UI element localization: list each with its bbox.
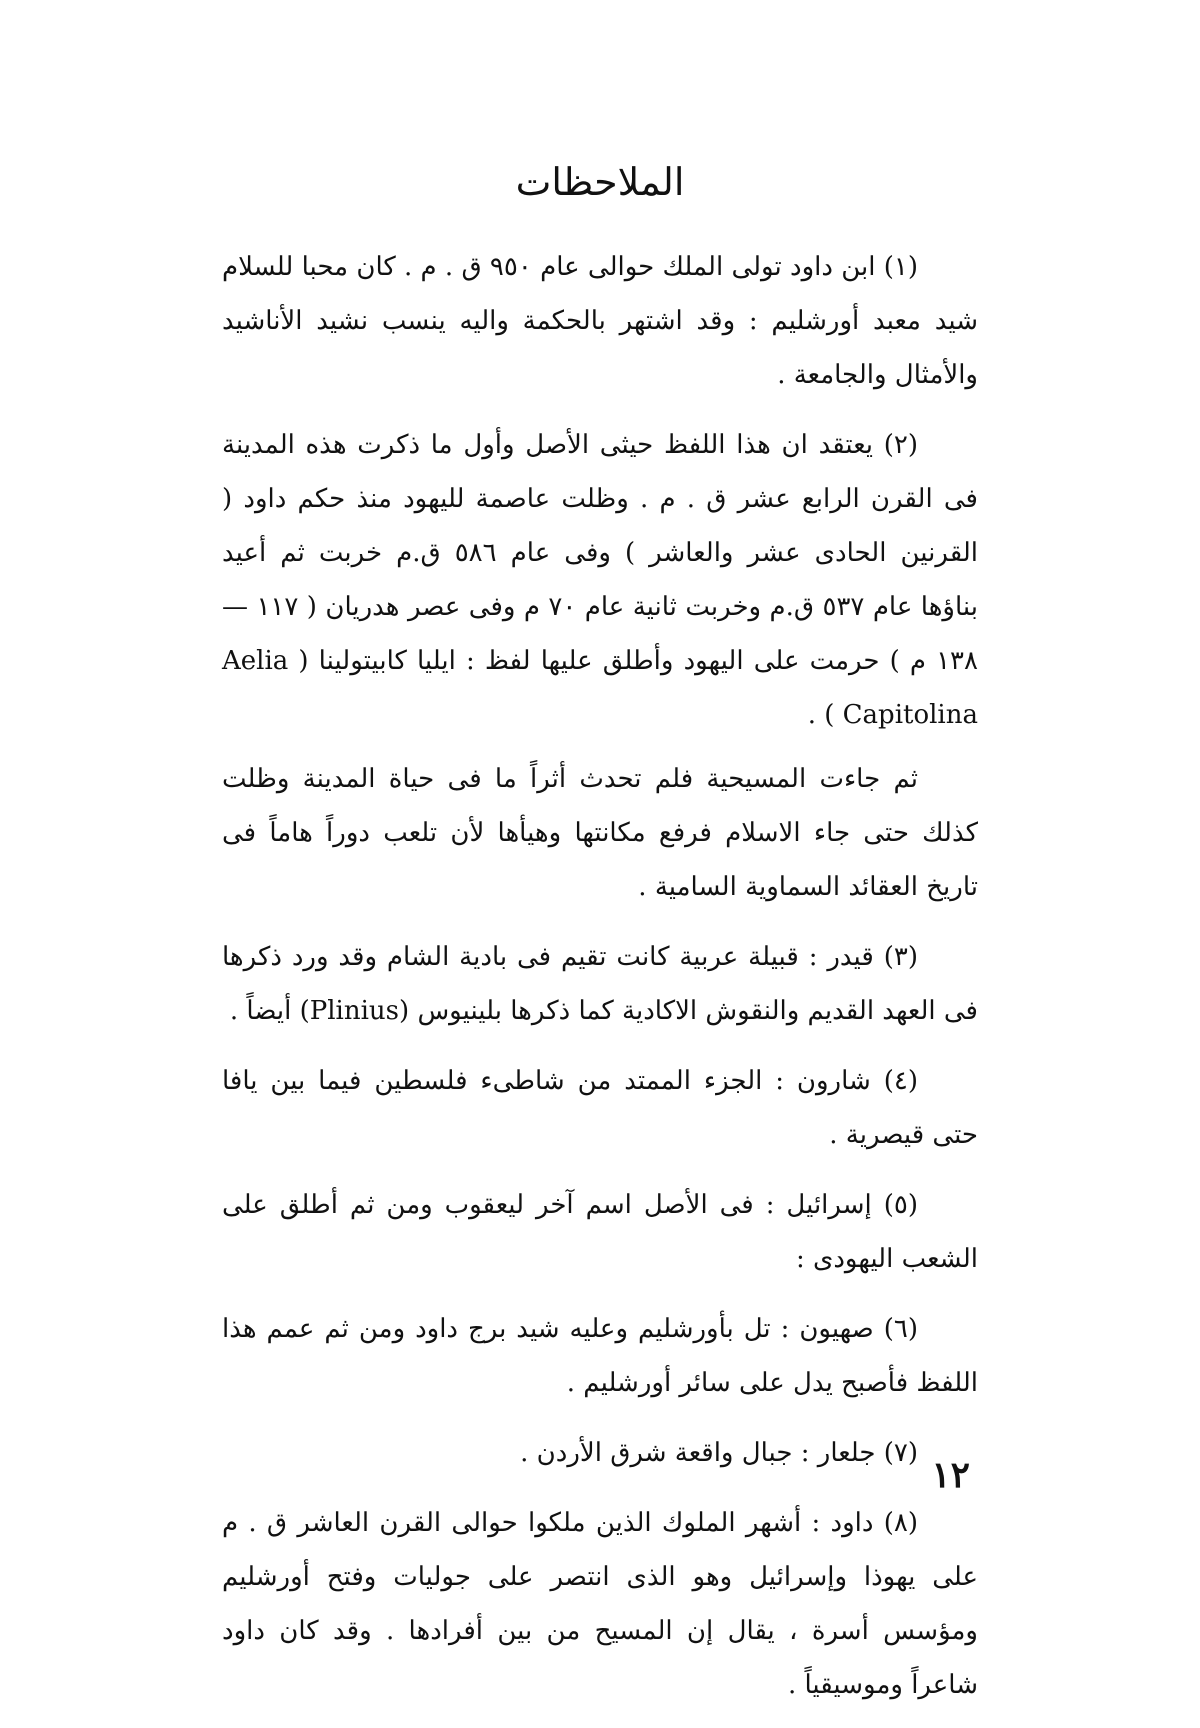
note-text: (٨) داود : أشهر الملوك الذين ملكوا حوالى القرن العاشر ق . م على يهوذا وإسرائيل وهو الذى انتصر على جوليات وفتح أورشليم ومؤسس أسرة ، يقال إن المسيح من بين أفرادها . وقد كان داود شاعراً وموسيقياً .	[222, 1508, 978, 1700]
note-text: (٧) جلعار : جبال واقعة شرق الأردن .	[520, 1438, 918, 1468]
page-title: الملاحظات	[515, 160, 685, 204]
note-continuation: ثم جاءت المسيحية فلم تحدث أثراً ما فى حياة المدينة وظلت كذلك حتى جاء الاسلام فرفع مكانتها وهيأها لأن تلعب دوراً هاماً فى تاريخ العقائد السماوية السامية .	[222, 764, 978, 902]
note-4	[222, 1054, 978, 1162]
note-8	[222, 1496, 978, 1712]
note-text: (٦) صهيون : تل بأورشليم وعليه شيد برج داود ومن ثم عمم هذا اللفظ فأصبح يدل على سائر أورشليم .	[222, 1314, 978, 1398]
note-text: (٢) يعتقد ان هذا اللفظ حيثى الأصل وأول ما ذكرت هذه المدينة فى القرن الرابع عشر ق . م . وظلت عاصمة لليهود منذ حكم داود ( القرنين الحادى عشر والعاشر ) وفى عام ٥٨٦ ق.م خربت ثم أعيد بناؤها عام ٥٣٧ ق.م وخربت ثانية عام ٧٠ م وفى عصر هدريان ( ١١٧ — ١٣٨ م ) حرمت على اليهود وأطلق عليها لفظ : ايليا كابيتولينا ( Aelia Capitolina ) .	[222, 430, 978, 730]
note-text: (٤) شارون : الجزء الممتد من شاطىء فلسطين فيما بين يافا حتى قيصرية .	[222, 1066, 978, 1150]
note-text: (١) ابن داود تولى الملك حوالى عام ٩٥٠ ق . م . كان محبا للسلام شيد معبد أورشليم : وقد اشتهر بالحكمة واليه ينسب نشيد الأناشيد والأمثال والجامعة .	[222, 252, 978, 390]
note-7	[222, 1426, 978, 1480]
note-6	[222, 1302, 978, 1410]
note-2	[222, 418, 978, 914]
note-5	[222, 1178, 978, 1286]
note-1	[222, 240, 978, 402]
notes-body	[222, 240, 978, 1728]
page-number: ١٢	[931, 1454, 970, 1496]
note-3	[222, 930, 978, 1038]
note-text: (٣) قيدر : قبيلة عربية كانت تقيم فى بادية الشام وقد ورد ذكرها فى العهد القديم والنقوش الاكادية كما ذكرها بلينيوس (Plinius) أيضاً .	[222, 942, 978, 1026]
note-text: (٥) إسرائيل : فى الأصل اسم آخر ليعقوب ومن ثم أطلق على الشعب اليهودى :	[222, 1190, 978, 1274]
